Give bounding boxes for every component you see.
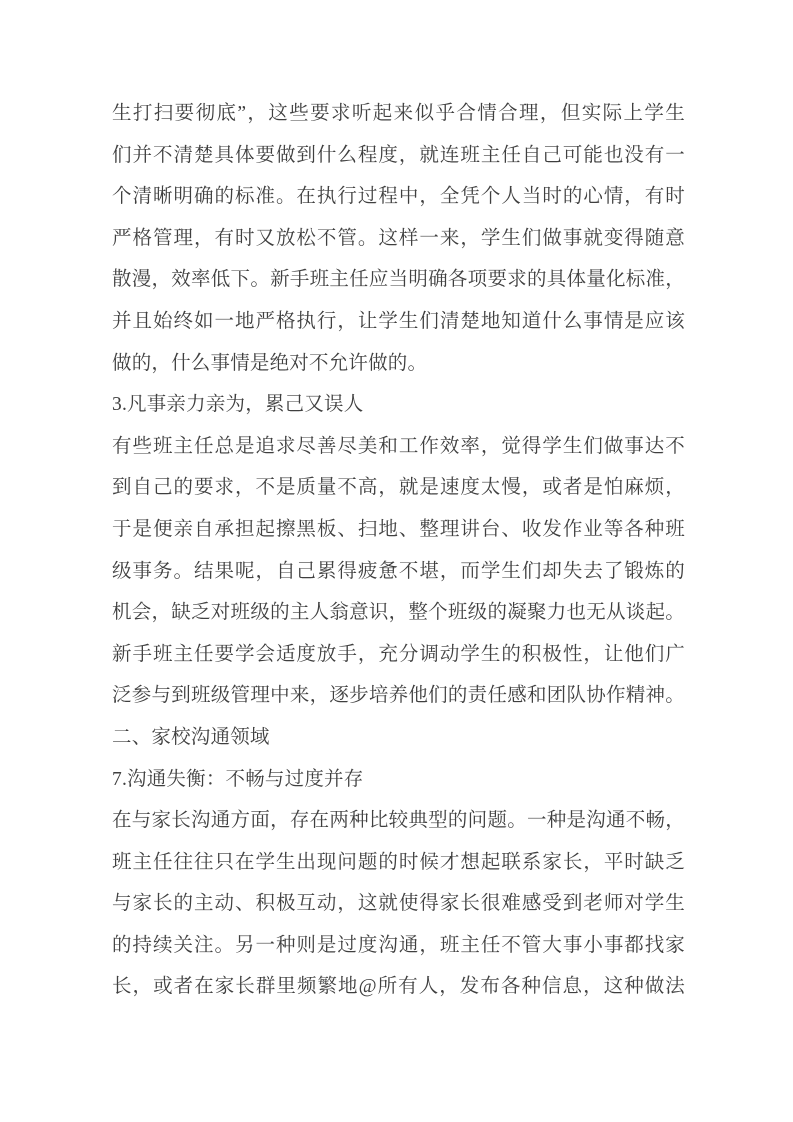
paragraph-line: 班主任往往只在学生出现问题的时候才想起联系家长，平时缺乏	[112, 851, 685, 873]
paragraph-line: 在与家长沟通方面，存在两种比较典型的问题。一种是沟通不畅，	[112, 810, 685, 832]
paragraph-line: 新手班主任要学会适度放手，充分调动学生的积极性，让他们广	[112, 643, 685, 665]
paragraph-line: 级事务。结果呢，自己累得疲惫不堪，而学生们却失去了锻炼的	[112, 560, 685, 582]
paragraph-line: 于是便亲自承担起擦黑板、扫地、整理讲台、收发作业等各种班	[112, 518, 685, 540]
paragraph-line: 生打扫要彻底”，这些要求听起来似乎合情合理，但实际上学生	[112, 103, 685, 124]
paragraph-line: 与家长的主动、积极互动，这就使得家长很难感受到老师对学生	[112, 893, 685, 915]
paragraph-line: 严格管理，有时又放松不管。这样一来，学生们做事就变得随意	[112, 227, 685, 249]
paragraph-line: 散漫，效率低下。新手班主任应当明确各项要求的具体量化标准，	[112, 269, 685, 291]
section-heading: 二、家校沟通领域	[112, 726, 270, 748]
subsection-heading: 3.凡事亲力亲为，累己又误人	[112, 394, 364, 416]
subsection-heading: 7.沟通失衡：不畅与过度并存	[112, 768, 364, 790]
paragraph-line: 有些班主任总是追求尽善尽美和工作效率，觉得学生们做事达不	[112, 435, 685, 457]
paragraph-line: 机会，缺乏对班级的主人翁意识，整个班级的凝聚力也无从谈起。	[112, 602, 685, 624]
paragraph-line: 们并不清楚具体要做到什么程度，就连班主任自己可能也没有一	[112, 144, 685, 166]
paragraph-line: 个清晰明确的标准。在执行过程中，全凭个人当时的心情，有时	[112, 186, 685, 208]
paragraph-line: 长，或者在家长群里频繁地@所有人，发布各种信息，这种做法	[112, 976, 685, 998]
paragraph-line: 做的，什么事情是绝对不允许做的。	[112, 352, 428, 374]
paragraph-line: 的持续关注。另一种则是过度沟通，班主任不管大事小事都找家	[112, 934, 685, 956]
paragraph-line: 并且始终如一地严格执行，让学生们清楚地知道什么事情是应该	[112, 310, 685, 332]
paragraph-line: 泛参与到班级管理中来，逐步培养他们的责任感和团队协作精神。	[112, 685, 685, 707]
paragraph-line: 到自己的要求，不是质量不高，就是速度太慢，或者是怕麻烦，	[112, 477, 685, 499]
text-block	[112, 93, 685, 1008]
